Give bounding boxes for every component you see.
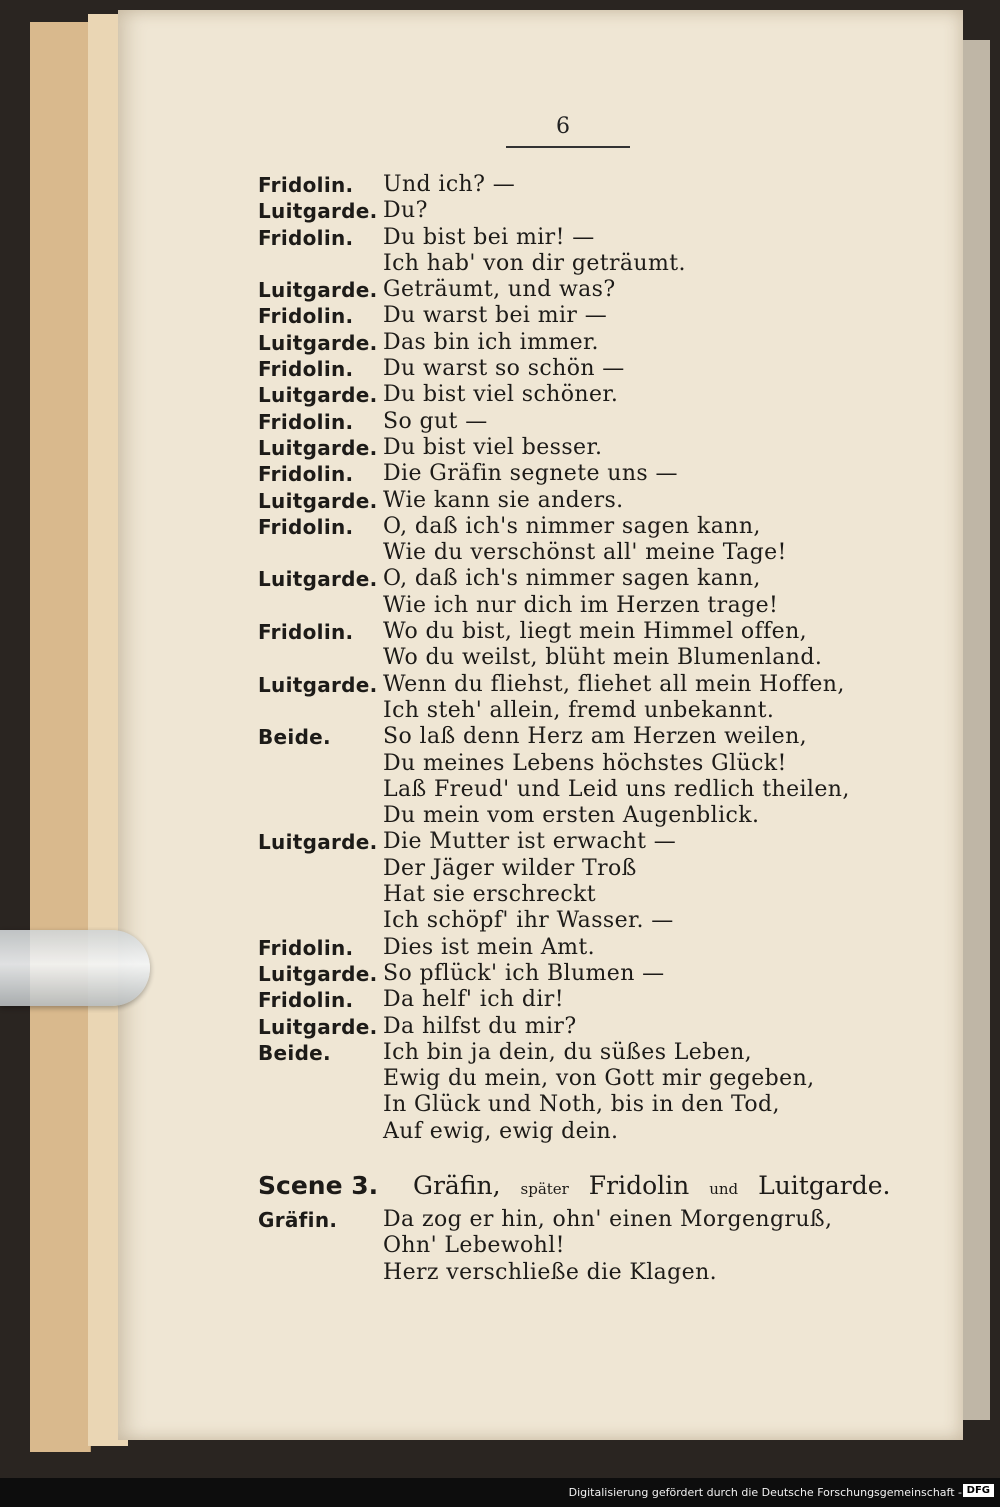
line-text: Du?	[383, 198, 428, 224]
speaker-name	[258, 698, 383, 724]
book-cover-edge	[30, 22, 91, 1452]
speaker-name: Fridolin.	[258, 462, 354, 487]
line-text: Da helf' ich dir!	[383, 987, 564, 1013]
header-rule	[506, 146, 630, 148]
dialogue-line	[258, 1014, 878, 1040]
dialogue-line	[258, 619, 878, 645]
speaker-name	[258, 856, 383, 882]
line-text: Du meines Lebens höchstes Glück!	[383, 750, 787, 776]
speaker-name: Beide.	[258, 725, 331, 750]
speaker-name: Luitgarde.	[258, 488, 378, 513]
speaker-name: Fridolin.	[258, 357, 354, 382]
line-text: Du warst so schön —	[383, 356, 625, 382]
speaker-name	[258, 1092, 383, 1118]
cast-fridolin: Fridolin	[588, 1170, 690, 1200]
dialogue-line	[258, 172, 878, 198]
speaker-name: Beide.	[258, 1040, 331, 1065]
dialogue-line	[258, 1040, 878, 1066]
line-text: Ewig du mein, von Gott mir gegeben,	[383, 1066, 815, 1092]
speaker-name: Gräfin.	[258, 1207, 338, 1232]
dialogue-line	[258, 198, 878, 224]
line-text: Die Gräfin segnete uns —	[383, 461, 678, 487]
speaker-name: Fridolin.	[258, 409, 354, 434]
line-text: Das bin ich immer.	[383, 329, 599, 355]
footer-text: Digitalisierung gefördert durch die Deutsche Forschungsgemeinschaft -	[568, 1486, 962, 1499]
dialogue-line	[258, 1119, 878, 1145]
line-text: Du mein vom ersten Augenblick.	[383, 803, 760, 829]
opposite-page-edge	[960, 40, 990, 1420]
speaker-name	[258, 540, 383, 566]
speaker-name: Luitgarde.	[258, 961, 378, 986]
page-number: 6	[556, 114, 570, 139]
line-text: Da hilfst du mir?	[383, 1013, 577, 1039]
dialogue-lines	[258, 172, 878, 1145]
speaker-name	[258, 1119, 383, 1145]
line-text: Du bist viel schöner.	[383, 382, 619, 408]
line-text: O, daß ich's nimmer sagen kann,	[383, 566, 761, 592]
dialogue-line	[258, 409, 878, 435]
speaker-name	[258, 882, 383, 908]
line-text: Ich hab' von dir geträumt.	[383, 250, 686, 276]
speaker-name: Fridolin.	[258, 173, 354, 197]
speaker-name: Luitgarde.	[258, 567, 378, 592]
speaker-name: Luitgarde.	[258, 435, 378, 460]
line-text: Und ich? —	[383, 172, 516, 197]
speaker-name: Luitgarde.	[258, 1014, 378, 1039]
line-text: Wo du bist, liegt mein Himmel offen,	[383, 619, 808, 645]
line-text: Herz verschließe die Klagen.	[383, 1259, 718, 1285]
speaker-name: Luitgarde.	[258, 383, 378, 408]
speaker-name	[258, 1233, 383, 1259]
line-text: Du warst bei mir —	[383, 303, 608, 329]
dialogue-line	[258, 514, 878, 540]
speaker-name	[258, 251, 383, 277]
speaker-name: Fridolin.	[258, 935, 354, 960]
dialogue-line	[258, 724, 878, 750]
line-text: Wenn du fliehst, fliehet all mein Hoffen,	[383, 671, 845, 697]
speaker-name	[258, 645, 383, 671]
line-text: Ich schöpf' ihr Wasser. —	[383, 908, 674, 934]
dialogue-line	[258, 829, 878, 855]
dialogue-line	[258, 1207, 878, 1233]
dialogue-text	[258, 172, 891, 1286]
dialogue-line	[258, 435, 878, 461]
dialogue-line	[258, 1092, 878, 1118]
line-text: In Glück und Noth, bis in den Tod,	[383, 1092, 780, 1118]
dialogue-line	[258, 303, 878, 329]
dialogue-line	[258, 1066, 878, 1092]
dialogue-line	[258, 382, 878, 408]
line-text: Der Jäger wilder Troß	[383, 855, 637, 881]
scene-spacer	[258, 1145, 878, 1171]
speaker-name: Fridolin.	[258, 225, 354, 250]
dialogue-line	[258, 882, 878, 908]
dialogue-line	[258, 461, 878, 487]
line-text: Die Mutter ist erwacht —	[383, 829, 677, 855]
speaker-name: Fridolin.	[258, 620, 354, 645]
speaker-name: Luitgarde.	[258, 330, 378, 355]
speaker-name: Fridolin.	[258, 514, 354, 539]
line-text: So laß denn Herz am Herzen weilen,	[383, 724, 808, 750]
line-text: Du bist viel besser.	[383, 434, 603, 460]
dialogue-line	[258, 751, 878, 777]
scene-number: Scene 3.	[258, 1170, 379, 1200]
dialogue-line	[258, 225, 878, 251]
line-text: Geträumt, und was?	[383, 277, 616, 303]
speaker-name: Luitgarde.	[258, 672, 378, 697]
line-text: Dies ist mein Amt.	[383, 934, 595, 960]
dialogue-line	[258, 908, 878, 934]
line-text: Wie ich nur dich im Herzen trage!	[383, 592, 779, 618]
page-clip	[0, 930, 150, 1006]
line-text: Du bist bei mir! —	[383, 224, 595, 250]
dialogue-line	[258, 540, 878, 566]
line-text: Wo du weilst, blüht mein Blumenland.	[383, 645, 823, 671]
speaker-name	[258, 593, 383, 619]
line-text: Hat sie erschreckt	[383, 882, 597, 908]
dialogue-line	[258, 566, 878, 592]
dialogue-line	[258, 777, 878, 803]
speaker-name	[258, 803, 383, 829]
speaker-name	[258, 1260, 383, 1286]
dialogue-line	[258, 593, 878, 619]
speaker-name	[258, 777, 383, 803]
dialogue-line	[258, 330, 878, 356]
dialogue-line	[258, 698, 878, 724]
cast-later: später	[520, 1179, 569, 1198]
dialogue-line	[258, 672, 878, 698]
scene-cast	[413, 1171, 890, 1200]
cast-luitgarde: Luitgarde.	[758, 1170, 891, 1200]
speaker-name	[258, 1066, 383, 1092]
dialogue-line	[258, 803, 878, 829]
cast-graefin: Gräfin,	[413, 1170, 501, 1200]
line-text: Laß Freud' und Leid uns redlich theilen,	[383, 776, 850, 802]
line-text: O, daß ich's nimmer sagen kann,	[383, 513, 761, 539]
dialogue-line	[258, 488, 878, 514]
dialogue-line	[258, 935, 878, 961]
line-text: Wie du verschönst all' meine Tage!	[383, 540, 787, 566]
speaker-name: Luitgarde.	[258, 830, 378, 855]
dialogue-line	[258, 277, 878, 303]
line-text: So gut —	[383, 408, 488, 434]
speaker-name	[258, 751, 383, 777]
line-text: So pflück' ich Blumen —	[383, 960, 665, 986]
dfg-logo: DFG	[963, 1484, 994, 1497]
dialogue-line	[258, 251, 878, 277]
dialogue-line	[258, 645, 878, 671]
speaker-name	[258, 908, 383, 934]
dialogue-line	[258, 1233, 878, 1259]
line-text: Ich bin ja dein, du süßes Leben,	[383, 1039, 753, 1065]
dialogue-line	[258, 356, 878, 382]
line-text: Wie kann sie anders.	[383, 487, 624, 513]
speaker-name: Luitgarde.	[258, 199, 378, 224]
dialogue-line	[258, 856, 878, 882]
line-text: Ohn' Lebewohl!	[383, 1233, 565, 1259]
speaker-name: Luitgarde.	[258, 278, 378, 303]
dialogue-line	[258, 961, 878, 987]
footer-bar	[0, 1478, 1000, 1507]
scene-lines	[258, 1207, 878, 1286]
line-text: Da zog er hin, ohn' einen Morgengruß,	[383, 1206, 833, 1232]
dialogue-line	[258, 1260, 878, 1286]
line-text: Auf ewig, ewig dein.	[383, 1118, 619, 1144]
cast-and: und	[709, 1179, 739, 1198]
dialogue-line	[258, 987, 878, 1013]
speaker-name: Fridolin.	[258, 988, 354, 1013]
line-text: Ich steh' allein, fremd unbekannt.	[383, 697, 775, 723]
speaker-name: Fridolin.	[258, 304, 354, 329]
scene-heading	[258, 1170, 891, 1207]
